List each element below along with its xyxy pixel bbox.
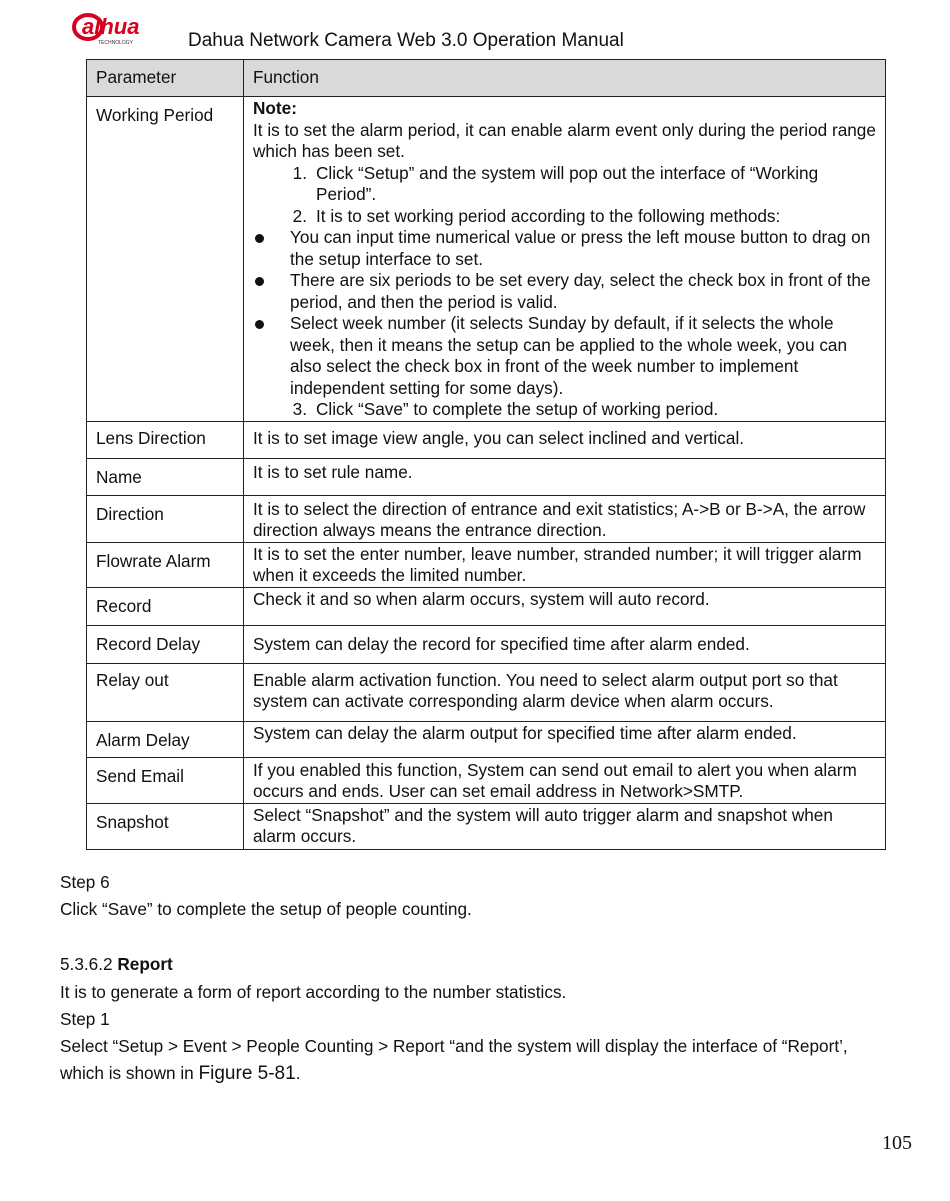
numbered-item: 1. Click “Setup” and the system will pop out the interface of “Working Period”. (292, 162, 819, 204)
step-text: Click “Save” to complete the setup of people counting. (60, 899, 472, 919)
section-heading (60, 954, 173, 975)
param-label: Record Delay (96, 633, 201, 654)
step-text-continued: which is shown in Figure 5-81. (60, 1063, 301, 1084)
bullet-icon (255, 277, 264, 286)
bullet-icon (255, 234, 264, 243)
param-label: Alarm Delay (96, 729, 190, 750)
step-label: Step 6 (60, 872, 110, 892)
document-title: Dahua Network Camera Web 3.0 Operation Manual (188, 30, 624, 51)
note-heading: Note: (253, 98, 297, 118)
function-text: System can delay the alarm output for specified time after alarm ended. (253, 722, 797, 743)
logo-text: alhua (82, 14, 140, 39)
dahua-logo (72, 10, 172, 50)
step-label: Step 1 (60, 1009, 110, 1029)
table-row (87, 721, 886, 757)
note-intro: It is to set the alarm period, it can enable alarm event only during the period range which has been set. (253, 119, 876, 161)
table-header-row (87, 60, 886, 97)
param-label: Relay out (96, 669, 169, 690)
function-text: Select “Snapshot” and the system will auto trigger alarm and snapshot when alarm occurs. (253, 804, 833, 846)
param-label: Snapshot (96, 811, 169, 832)
param-label: Name (96, 466, 142, 487)
bullet-item: You can input time numerical value or press the left mouse button to drag on the setup interface to set. (253, 227, 877, 270)
figure-reference[interactable]: Figure 5-81 (198, 1063, 296, 1084)
bullet-icon (255, 320, 264, 329)
function-text: Check it and so when alarm occurs, system will auto record. (253, 588, 710, 609)
logo-subtext: TECHNOLOGY (98, 40, 134, 46)
param-label: Record (96, 595, 152, 616)
parameter-table (86, 59, 886, 850)
table-row (87, 625, 886, 663)
section-number: 5.3.6.2 (60, 954, 113, 974)
table-row (87, 803, 886, 849)
function-text: Enable alarm activation function. You need to select alarm output port so that system can activate corresponding alarm device when alarm occurs. (253, 669, 838, 711)
function-text: It is to set image view angle, you can select inclined and vertical. (253, 427, 745, 448)
numbered-item: 3. Click “Save” to complete the setup of working period. (292, 399, 719, 419)
section-description: It is to generate a form of report according to the number statistics. (60, 982, 567, 1002)
table-row-working-period (87, 97, 886, 422)
table-row (87, 542, 886, 587)
function-text: System can delay the record for specified time after alarm ended. (253, 633, 750, 654)
working-period-function (244, 97, 885, 421)
function-text: It is to set rule name. (253, 461, 413, 482)
param-label: Send Email (96, 765, 184, 786)
column-header-function: Function (253, 67, 319, 87)
bullet-item: There are six periods to be set every day, select the check box in front of the period, and then the period is valid. (253, 270, 877, 313)
table-row (87, 663, 886, 721)
page-number: 105 (882, 1132, 912, 1154)
param-label: Working Period (96, 105, 214, 125)
step-text: Select “Setup > Event > People Counting > Report “and the system will display the interface of “Report’, (60, 1036, 848, 1056)
table-row (87, 421, 886, 458)
table-row (87, 587, 886, 625)
table-row (87, 757, 886, 803)
table-row (87, 495, 886, 542)
numbered-item: 2. It is to set working period according to the following methods: (292, 205, 781, 226)
table-row (87, 458, 886, 495)
column-header-parameter: Parameter (96, 67, 177, 87)
function-text: If you enabled this function, System can send out email to alert you when alarm occurs and ends. User can set email address in Network>SMTP. (253, 759, 857, 801)
function-text: It is to set the enter number, leave number, stranded number; it will trigger alarm when it exceeds the limited number. (253, 543, 862, 585)
param-label: Lens Direction (96, 427, 206, 448)
section-title: Report (117, 954, 173, 974)
bullet-item: Select week number (it selects Sunday by default, if it selects the whole week, then it means the setup can be applied to the whole week, you can also select the check box in front of the week number to implement independent setting for some days). (253, 313, 877, 399)
param-label: Direction (96, 503, 164, 524)
param-label: Flowrate Alarm (96, 550, 211, 571)
function-text: It is to select the direction of entrance and exit statistics; A->B or B->A, the arrow direction always means the entrance direction. (253, 498, 866, 540)
